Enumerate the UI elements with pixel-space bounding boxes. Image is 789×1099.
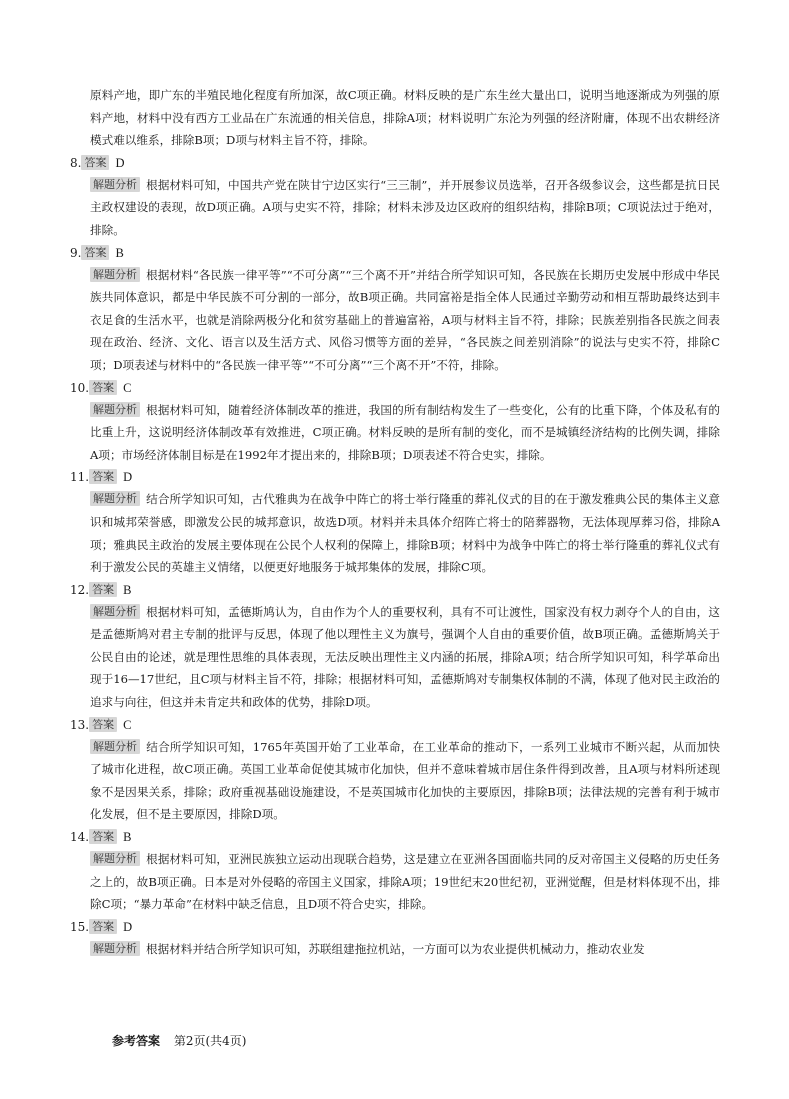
answer-letter: D — [123, 919, 133, 934]
answer-letter: D — [115, 155, 125, 170]
analysis-paragraph — [70, 848, 720, 916]
answer-letter: B — [115, 245, 124, 260]
answer-tag: 答案 — [89, 469, 117, 484]
question-number: 13. — [70, 717, 90, 732]
analysis-paragraph — [70, 938, 720, 961]
question-number: 14. — [70, 830, 90, 845]
question-number: 11. — [70, 470, 90, 485]
analysis-paragraph — [70, 399, 720, 467]
analysis-paragraph — [70, 736, 720, 826]
analysis-paragraph — [70, 601, 720, 714]
analysis-tag: 解题分析 — [90, 267, 140, 282]
answer-line — [70, 377, 720, 399]
analysis-paragraph — [70, 488, 720, 578]
answer-line — [70, 916, 720, 938]
answer-letter: B — [123, 830, 132, 845]
analysis-text: 根据材料可知，中国共产党在陕甘宁边区实行“三三制”，并开展参议员选举，召开各级参议会，这些都是抗日民主政权建设的表现，故D项正确。A项与史实不符，排除；材料未涉及边区政府的组织结构，排除B项；C项说法过于绝对，排除。 — [90, 177, 720, 237]
answer-line — [70, 579, 720, 601]
answer-tag: 答案 — [89, 380, 117, 395]
analysis-text: 根据材料并结合所学知识可知，苏联组建拖拉机站，一方面可以为农业提供机械动力，推动农业发 — [146, 941, 645, 956]
analysis-text: 根据材料可知，孟德斯鸠认为，自由作为个人的重要权利，具有不可让渡性，国家没有权力剥夺个人的自由，这是孟德斯鸠对君主专制的批评与反思，体现了他以理性主义为旗号，强调个人自由的重要价值，故B项正确。孟德斯鸠关于公民自由的论述，就是理性思维的具体表现，无法反映出理性主义内涵的拓展，排除A项；结合所学知识可知，科学革命出现于16—17世纪，且C项与材料主旨不符，排除；根据材料可知，孟德斯鸠对专制集权体制的不满，体现了他对民主政治的追求与向往，但这并未肯定共和政体的优势，排除D项。 — [90, 604, 720, 710]
answer-letter: D — [123, 470, 133, 485]
answer-line — [70, 826, 720, 848]
continuation-paragraph: 原料产地，即广东的半殖民地化程度有所加深，故C项正确。材料反映的是广东生丝大量出口，说明当地逐渐成为列强的原料产地，材料中没有西方工业品在广东流通的相关信息，排除A项；材料说明广东沦为列强的经济附庸，体现不出农耕经济模式难以维系，排除B项；D项与材料主旨不符，排除。 — [90, 88, 720, 148]
answer-page — [70, 84, 720, 960]
analysis-tag: 解题分析 — [90, 491, 140, 506]
question-number: 8. — [70, 155, 82, 170]
answer-letter: C — [123, 717, 132, 732]
answer-tag: 答案 — [89, 582, 117, 597]
analysis-text: 结合所学知识可知，古代雅典为在战争中阵亡的将士举行隆重的葬礼仪式的目的在于激发雅典公民的集体主义意识和城邦荣誉感，即激发公民的城邦意识，故选D项。材料并未具体介绍阵亡将士的陪葬器物，无法体现厚葬习俗，排除A项；雅典民主政治的发展主要体现在公民个人权利的保障上，排除B项；材料中为战争中阵亡的将士举行隆重的葬礼仪式有利于激发公民的英雄主义情绪，以便更好地服务于城邦集体的发展，排除C项。 — [90, 492, 720, 575]
answer-letter: B — [123, 582, 132, 597]
answer-tag: 答案 — [89, 717, 117, 732]
answer-line — [70, 466, 720, 488]
analysis-tag: 解题分析 — [90, 604, 140, 619]
answer-tag: 答案 — [89, 829, 117, 844]
analysis-text: 根据材料可知，亚洲民族独立运动出现联合趋势，这是建立在亚洲各国面临共同的反对帝国主义侵略的历史任务之上的，故B项正确。日本是对外侵略的帝国主义国家，排除A项；19世纪末20世纪初，亚洲觉醒，但是材料体现不出，排除C项；“暴力革命”在材料中缺乏信息，且D项不符合史实，排除。 — [90, 852, 720, 912]
answer-tag: 答案 — [89, 919, 117, 934]
footer-label: 参考答案 — [112, 1034, 161, 1048]
analysis-paragraph — [70, 174, 720, 242]
answer-line — [70, 714, 720, 736]
analysis-text: 根据材料可知，随着经济体制改革的推进，我国的所有制结构发生了一些变化，公有的比重下降，个体及私有的比重上升，这说明经济体制改革有效推进，C项正确。材料反映的是所有制的变化，而不是城镇经济结构的比例失调，排除A项；市场经济体制目标是在1992年才提出来的，排除B项；D项表述不符合史实，排除。 — [90, 402, 720, 462]
analysis-tag: 解题分析 — [90, 851, 140, 866]
analysis-text: 结合所学知识可知，1765年英国开始了工业革命，在工业革命的推动下，一系列工业城市不断兴起，从而加快了城市化进程，故C项正确。英国工业革命促使其城市化加快，但并不意味着城市居住条件得到改善，且A项与材料所述现象不是因果关系，排除；政府重视基础设施建设，不是英国城市化加快的主要原因，排除B项；法律法规的完善有利于城市化发展，但不是主要原因，排除D项。 — [90, 739, 720, 822]
answer-items — [70, 152, 720, 961]
page-footer — [112, 1032, 246, 1049]
answer-tag: 答案 — [81, 245, 109, 260]
analysis-tag: 解题分析 — [90, 402, 140, 417]
analysis-text: 根据材料“各民族一律平等”“不可分离”“三个离不开”并结合所学知识可知，各民族在长期历史发展中形成中华民族共同体意识，都是中华民族不可分割的一部分，故B项正确。共同富裕是指全体人民通过辛勤劳动和相互帮助最终达到丰衣足食的生活水平，也就是消除两极分化和贫穷基础上的普遍富裕，A项与材料主旨不符，排除；民族差别指各民族之间表现在政治、经济、文化、语言以及生活方式、风俗习惯等方面的差异，“各民族之间差别消除”的说法与史实不符，排除C项；D项表述与材料中的“各民族一律平等”“不可分离”“三个离不开”不符，排除。 — [90, 267, 720, 372]
analysis-paragraph — [70, 264, 720, 377]
question-number: 10. — [70, 380, 90, 395]
analysis-tag: 解题分析 — [90, 941, 140, 956]
analysis-tag: 解题分析 — [90, 177, 140, 192]
question-number: 15. — [70, 919, 90, 934]
analysis-tag: 解题分析 — [90, 739, 140, 754]
question-number: 12. — [70, 582, 90, 597]
answer-tag: 答案 — [81, 155, 109, 170]
footer-page-number: 第2页(共4页) — [173, 1034, 247, 1048]
answer-line — [70, 242, 720, 264]
answer-line — [70, 152, 720, 174]
question-number: 9. — [70, 245, 82, 260]
answer-letter: C — [123, 380, 132, 395]
